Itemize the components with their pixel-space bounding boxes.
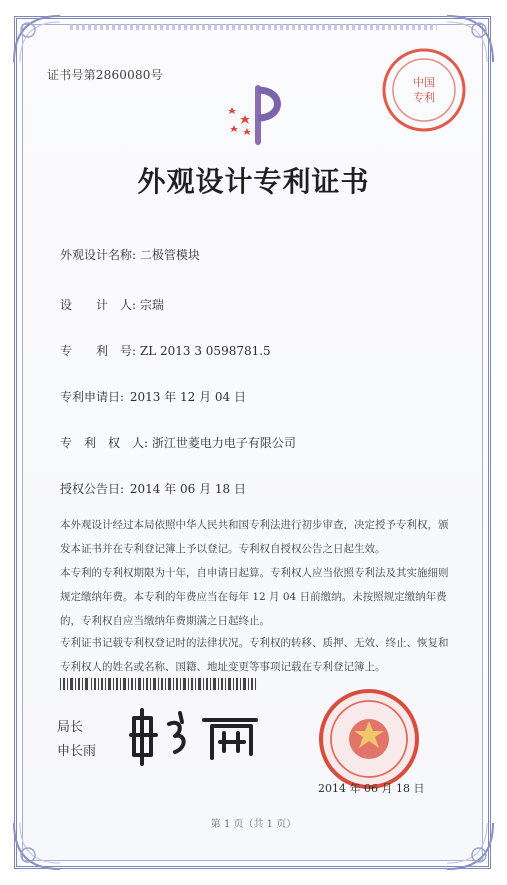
handwritten-signature-icon bbox=[127, 702, 267, 768]
corner-ornament-top-left bbox=[10, 12, 64, 66]
field-grant-date: 授权公告日: 2014 年 06 月 18 日 bbox=[60, 482, 246, 496]
certificate-number: 证书号第2860080号 bbox=[47, 68, 163, 82]
body-paragraph-2: 本专利的专利权期限为十年，自申请日起算。专利权人应当依照专利法及其实施细则规定缴纳年费。本专利的年费应当在每年 12 月 04 日前缴纳。未按照规定缴纳年费的，专利权自应当缴纳年费期满之日起终止。 bbox=[60, 567, 449, 627]
field-design-name: 外观设计名称: 二极管模块 bbox=[60, 248, 200, 262]
field-patent-number: 专 利 号: ZL 2013 3 0598781.5 bbox=[60, 344, 271, 358]
director-name-label: 申长雨 bbox=[57, 744, 97, 759]
barcode-icon bbox=[58, 676, 258, 690]
svg-text:专利: 专利 bbox=[413, 91, 435, 104]
red-seal-top bbox=[378, 44, 470, 136]
page-number: 第 1 页（共 1 页） bbox=[210, 819, 297, 830]
seal-date: 2014 年 06 月 18 日 bbox=[318, 782, 425, 795]
director-role-label: 局长 bbox=[57, 720, 84, 735]
svg-text:中国: 中国 bbox=[413, 76, 435, 89]
red-seal-bottom bbox=[313, 683, 425, 795]
certificate-title: 外观设计专利证书 bbox=[137, 165, 370, 198]
patent-office-emblem-icon bbox=[223, 80, 293, 150]
body-paragraph-3: 专利证书记载专利权登记时的法律状况。专利权的转移、质押、无效、终止、恢复和专利权人的姓名或名称、国籍、地址变更等事项记载在专利登记簿上。 bbox=[60, 637, 449, 673]
field-patentee: 专 利 权 人: 浙江世菱电力电子有限公司 bbox=[60, 436, 296, 450]
field-application-date: 专利申请日: 2013 年 12 月 04 日 bbox=[60, 390, 246, 404]
field-designer: 设 计 人: 宗瑞 bbox=[60, 298, 164, 312]
header-ornament bbox=[70, 24, 437, 30]
body-paragraph-1: 本外观设计经过本局依照中华人民共和国专利法进行初步审查，决定授予专利权，颁发本证书并在专利登记簿上予以登记。专利权自授权公告之日起生效。 bbox=[60, 519, 449, 555]
